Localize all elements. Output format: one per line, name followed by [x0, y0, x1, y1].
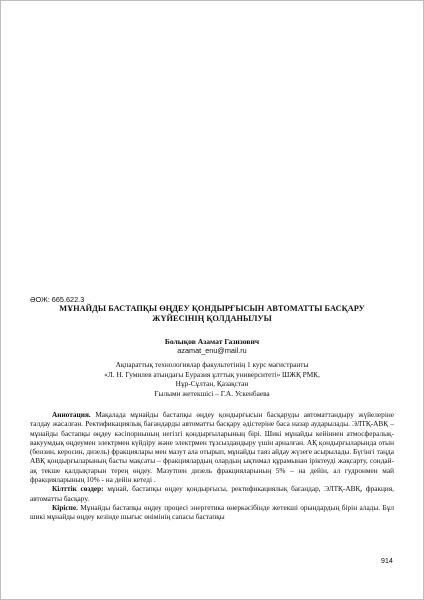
keywords-text: мұнай, бастапқы өңдеу қондырғысы, ректификациялық бағандар, ЭЛТҚ-АВҚ, фракция, автоматты басқару. [30, 484, 395, 503]
affiliation-line-4: Ғылыми жетекшісі – Г.А. Ускенбаева [154, 388, 270, 398]
article-content [30, 295, 394, 522]
affiliation-line-2: «Л. Н. Гумилев атындағы Еуразия ұлттық университеті» ШЖҚ РМК, [104, 369, 320, 379]
title-line-1: МҰНАЙДЫ БАСТАПҚЫ ӨҢДЕУ ҚОНДЫРҒЫСЫН АВТОМАТТЫ БАСҚАРУ [59, 304, 365, 313]
title-line-2: ЖҮЙЕСІНІҢ ҚОЛДАНЫЛУЫ [152, 314, 272, 323]
article-title [30, 304, 394, 324]
author-name: Болықов Азамат Газизович [164, 337, 260, 346]
author-email: azamat_enu@mail.ru [177, 346, 247, 355]
page-number: 914 [380, 556, 393, 565]
abstract-paragraph [30, 410, 394, 484]
abstract-label: Аннотация. [52, 410, 91, 419]
udc-code: ӘОЖ: 665.622.3 [30, 295, 85, 304]
intro-text: Мұнайды бастапқы өңдеу процесі энергетика өнеркәсібінде жетекші орындардың бірін алады. Бұл шикі мұнайды өңдеу кезінде шығыс өнімінің сапасы бастапқы [30, 502, 394, 522]
affiliation-block [30, 360, 394, 398]
keywords-paragraph [30, 484, 394, 503]
affiliation-line-3: Нұр-Сұлтан, Қазақстан [175, 379, 249, 388]
intro-paragraph [30, 503, 394, 522]
affiliation-line-1: Ақпараттық технологиялар факультетінің 1 курс магистранты [115, 360, 309, 369]
intro-label: Кіріспе. [52, 502, 78, 512]
abstract-text: Мақалада мұнайды бастапқы өңдеу қондырғысын басқаруды автоматтандыру жүйелеріне талдау жасалған. Ректификациялық бағандарды автоматты басқару әдістеріне баса назар аударылады. ЭЛТҚ-АВҚ – мұнайды бастапқы өңдеу кәсіпорнының негізгі қондырғыларының бірі. Шикі мұнайды кейіннен атмосфералық-вакуумдық өңдеумен электрмен күйдіру және электрмен тұзсыздандыру үшін арналған. АҚ қондырғыларында отын (бензин, керосин, дизель) фракциялары мен мазут ала отырып, мұнайды таяз айдау жүзеге асырылады. Бүгінгі таңда АВҚ қондырғыларының басты мақсаты – фракциялардың олардың ықтимал құрамынан іріктеуді жақсарту, сондай-ақ текше қалдықтарын терең өңдеу. Мазутпен дизель фракцияларының 5% – на дейін, ал гудронмен май фракцияларының 10% - на дейін кетеді . [30, 410, 394, 485]
keywords-label: Кілттік сөздер: [52, 484, 104, 494]
